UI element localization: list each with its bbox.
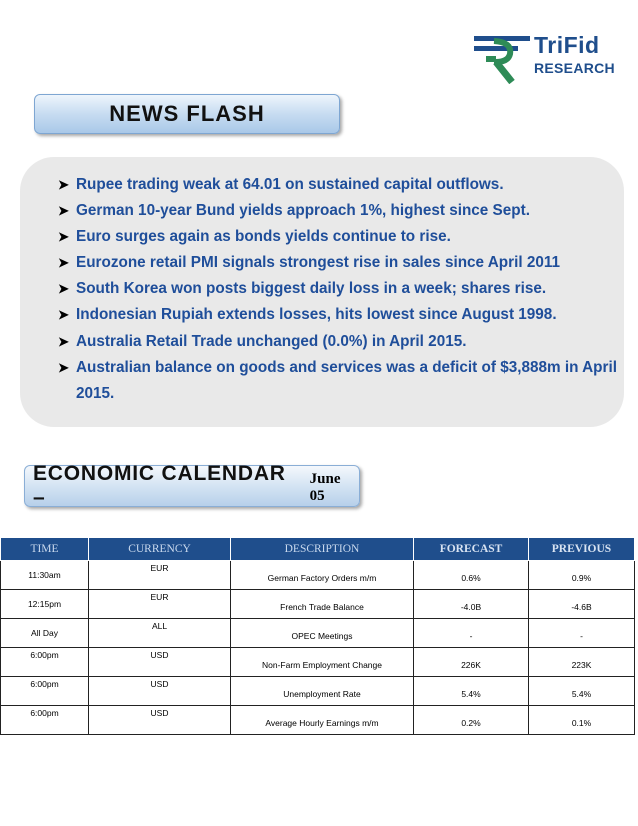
arrow-bullet-icon: ➤ bbox=[58, 281, 69, 297]
cell-description: Non-Farm Employment Change bbox=[231, 648, 414, 677]
table-row bbox=[1, 677, 635, 706]
cell-time: All Day bbox=[1, 619, 89, 648]
table-header-row bbox=[1, 538, 635, 561]
cell-description: Average Hourly Earnings m/m bbox=[231, 706, 414, 735]
cell-time: 6:00pm bbox=[1, 706, 89, 735]
table-row bbox=[1, 619, 635, 648]
column-header-description: DESCRIPTION bbox=[231, 538, 414, 561]
cell-forecast: 0.2% bbox=[414, 706, 529, 735]
news-item: ➤ Rupee trading weak at 64.01 on sustained capital outflows. bbox=[58, 172, 618, 198]
cell-currency: USD bbox=[89, 677, 231, 706]
cell-description: French Trade Balance bbox=[231, 590, 414, 619]
arrow-bullet-icon: ➤ bbox=[58, 229, 69, 245]
arrow-bullet-icon: ➤ bbox=[58, 359, 69, 375]
column-header-time: TIME bbox=[1, 538, 89, 561]
arrow-bullet-icon: ➤ bbox=[58, 203, 69, 219]
cell-currency: USD bbox=[89, 706, 231, 735]
cell-description: German Factory Orders m/m bbox=[231, 561, 414, 590]
news-list bbox=[58, 172, 618, 407]
cell-currency: USD bbox=[89, 648, 231, 677]
cell-time: 6:00pm bbox=[1, 677, 89, 706]
arrow-bullet-icon: ➤ bbox=[58, 177, 69, 192]
logo-subtitle: RESEARCH bbox=[534, 60, 615, 76]
cell-description: OPEC Meetings bbox=[231, 619, 414, 648]
cell-time: 12:15pm bbox=[1, 590, 89, 619]
news-flash-header bbox=[34, 94, 340, 134]
trifid-logo bbox=[474, 32, 624, 84]
news-item: ➤ Eurozone retail PMI signals strongest rise in sales since April 2011 bbox=[58, 250, 618, 276]
cell-currency: EUR bbox=[89, 561, 231, 590]
news-item: ➤ Indonesian Rupiah extends losses, hits lowest since August 1998. bbox=[58, 302, 618, 328]
news-item: ➤ Australia Retail Trade unchanged (0.0%) in April 2015. bbox=[58, 329, 618, 355]
news-item: ➤ South Korea won posts biggest daily loss in a week; shares rise. bbox=[58, 276, 618, 302]
arrow-bullet-icon: ➤ bbox=[58, 255, 69, 271]
table-row bbox=[1, 590, 635, 619]
rupee-logo-icon bbox=[474, 32, 534, 84]
news-item: ➤ German 10-year Bund yields approach 1%, highest since Sept. bbox=[58, 198, 618, 224]
economic-calendar-header bbox=[24, 462, 360, 509]
cell-previous: 0.9% bbox=[529, 561, 635, 590]
cell-previous: 0.1% bbox=[529, 706, 635, 735]
cell-time: 6:00pm bbox=[1, 648, 89, 677]
cell-forecast: 226K bbox=[414, 648, 529, 677]
table-row bbox=[1, 706, 635, 735]
economic-calendar-title: ECONOMIC CALENDAR – bbox=[33, 462, 286, 509]
column-header-previous: PREVIOUS bbox=[529, 538, 635, 561]
column-header-currency: CURRENCY bbox=[89, 538, 231, 561]
cell-previous: - bbox=[529, 619, 635, 648]
cell-forecast: - bbox=[414, 619, 529, 648]
arrow-bullet-icon: ➤ bbox=[58, 307, 69, 323]
table-row bbox=[1, 561, 635, 590]
economic-calendar-table bbox=[0, 537, 635, 735]
cell-previous: -4.6B bbox=[529, 590, 635, 619]
cell-previous: 5.4% bbox=[529, 677, 635, 706]
column-header-forecast: FORECAST bbox=[414, 538, 529, 561]
cell-currency: EUR bbox=[89, 590, 231, 619]
arrow-bullet-icon: ➤ bbox=[58, 333, 69, 349]
cell-forecast: 0.6% bbox=[414, 561, 529, 590]
news-flash-title: NEWS FLASH bbox=[109, 101, 265, 126]
cell-previous: 223K bbox=[529, 648, 635, 677]
cell-forecast: 5.4% bbox=[414, 677, 529, 706]
cell-time: 11:30am bbox=[1, 561, 89, 590]
cell-description: Unemployment Rate bbox=[231, 677, 414, 706]
cell-forecast: -4.0B bbox=[414, 590, 529, 619]
news-item: ➤ Euro surges again as bonds yields continue to rise. bbox=[58, 224, 618, 250]
news-item: ➤ Australian balance on goods and services was a deficit of $3,888m in April 2015. bbox=[58, 355, 618, 407]
table-row bbox=[1, 648, 635, 677]
economic-calendar-date: June 05 bbox=[309, 470, 341, 504]
cell-currency: ALL bbox=[89, 619, 231, 648]
logo-title: TriFid bbox=[534, 32, 600, 58]
